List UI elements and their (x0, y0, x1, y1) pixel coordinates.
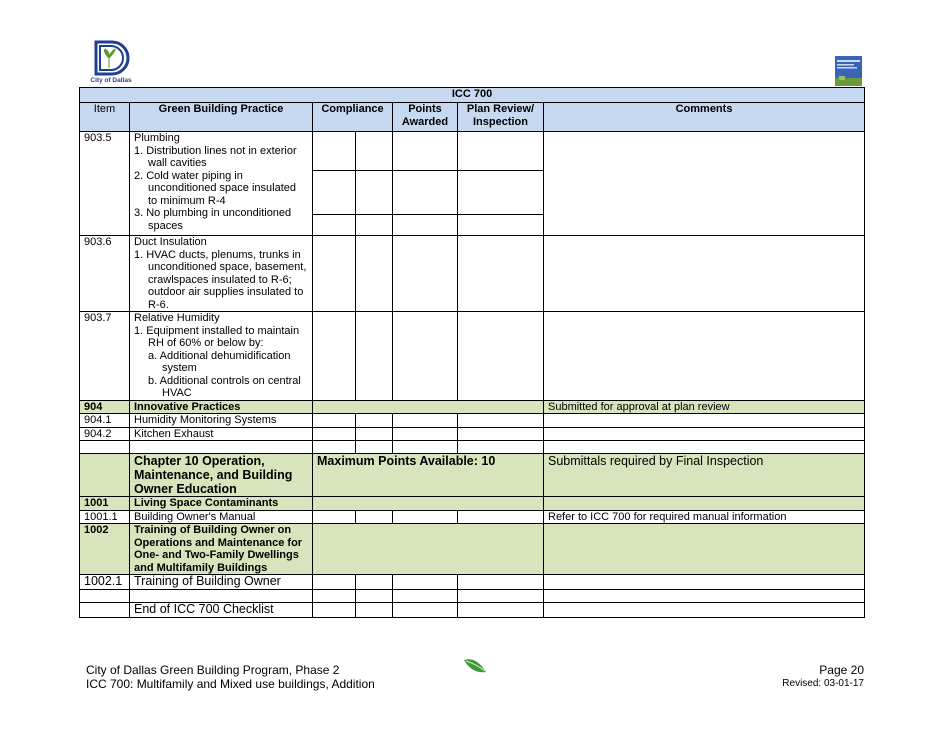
table-row (80, 441, 865, 454)
practice-line: R-6. (148, 298, 169, 311)
practice-line: wall cavities (148, 157, 207, 169)
practice-title (130, 590, 313, 603)
practice-line: RH of 60% or below by: (148, 337, 264, 349)
section-title: Innovative Practices (130, 400, 313, 414)
practice-cell (130, 312, 313, 401)
practice-title (130, 441, 313, 454)
compliance-no-cell[interactable] (356, 414, 393, 428)
compliance-yes-cell[interactable] (313, 575, 356, 590)
review-cell[interactable] (458, 510, 544, 524)
practice-title: Building Owner's Manual (130, 510, 313, 524)
points-cell[interactable] (393, 441, 458, 454)
table-row (80, 427, 865, 441)
item-number: 904 (80, 400, 130, 414)
item-number: 1002 (80, 524, 130, 575)
header-points: Points Awarded (393, 103, 458, 132)
practice-line: to minimum R-4 (148, 194, 226, 207)
practice-title: Relative Humidity (134, 312, 220, 324)
review-cell[interactable] (458, 236, 544, 312)
header-comments: Comments (544, 103, 865, 132)
compliance-yes-cell[interactable] (313, 132, 356, 236)
item-number: 904.2 (80, 427, 130, 441)
table-row (80, 312, 865, 401)
table-row (80, 236, 865, 312)
header-item: Item (80, 103, 130, 132)
review-cell[interactable] (458, 132, 544, 236)
item-number: 1001.1 (80, 510, 130, 524)
header-review: Plan Review/ Inspection (458, 103, 544, 132)
item-number: 904.1 (80, 414, 130, 428)
review-cell[interactable] (458, 427, 544, 441)
item-number: 903.7 (80, 312, 130, 401)
section-comment (544, 524, 865, 575)
item-number (80, 454, 130, 497)
table-row (80, 132, 865, 236)
table-row (80, 414, 865, 428)
points-cell[interactable] (393, 427, 458, 441)
compliance-yes-cell[interactable] (313, 236, 356, 312)
max-points: Maximum Points Available: 10 (313, 454, 544, 497)
chapter-row (80, 454, 865, 497)
item-number: 903.5 (80, 132, 130, 236)
compliance-no-cell[interactable] (356, 510, 393, 524)
compliance-no-cell[interactable] (356, 312, 393, 401)
practice-line: unconditioned space insulated (148, 182, 297, 194)
comments-cell: Refer to ICC 700 for required manual information (544, 510, 865, 524)
practice-cell (130, 132, 313, 236)
comments-cell[interactable] (544, 132, 865, 236)
header-practice: Green Building Practice (130, 103, 313, 132)
table-row (80, 590, 865, 603)
points-cell[interactable] (393, 132, 458, 236)
practice-line: 1. Equipment installed to maintain (134, 324, 300, 337)
section-row (80, 400, 865, 414)
city-of-dallas-logo (86, 40, 136, 90)
item-number: 1001 (80, 497, 130, 511)
compliance-yes-cell[interactable] (313, 312, 356, 401)
end-title: End of ICC 700 Checklist (130, 603, 313, 618)
practice-line: b. Additional controls on central (148, 374, 301, 387)
footer-left (86, 663, 375, 691)
section-comment (544, 497, 865, 511)
table-row (80, 510, 865, 524)
points-cell[interactable] (393, 414, 458, 428)
footer-program: City of Dallas Green Building Program, Phase 2 (86, 663, 340, 677)
review-cell[interactable] (458, 575, 544, 590)
compliance-yes-cell[interactable] (313, 510, 356, 524)
practice-line: unconditioned space, basement, (148, 261, 307, 273)
program-logo (835, 56, 862, 86)
practice-title: Plumbing (134, 132, 180, 144)
section-blank (313, 524, 544, 575)
footer-right (782, 663, 864, 691)
table-banner: ICC 700 (80, 88, 865, 103)
item-number (80, 603, 130, 618)
compliance-no-cell[interactable] (356, 590, 393, 603)
practice-line: system (162, 362, 197, 374)
compliance-no-cell[interactable] (356, 575, 393, 590)
review-cell[interactable] (458, 590, 544, 603)
compliance-no-cell[interactable] (356, 132, 393, 236)
header-compliance: Compliance (313, 103, 393, 132)
revised-date: Revised: 03-01-17 (782, 678, 864, 689)
compliance-no-cell[interactable] (356, 603, 393, 618)
review-cell[interactable] (458, 312, 544, 401)
compliance-no-cell[interactable] (356, 427, 393, 441)
points-cell[interactable] (393, 575, 458, 590)
practice-line: spaces (148, 219, 183, 232)
compliance-yes-cell[interactable] (313, 427, 356, 441)
review-cell[interactable] (458, 441, 544, 454)
icc700-table (79, 87, 865, 618)
chapter-title: Chapter 10 Operation, Maintenance, and Building Owner Education (130, 454, 313, 497)
comments-cell[interactable] (544, 236, 865, 312)
practice-line: HVAC (162, 387, 192, 399)
section-row (80, 497, 865, 511)
comments-cell[interactable] (544, 575, 865, 590)
review-cell[interactable] (458, 603, 544, 618)
compliance-yes-cell[interactable] (313, 414, 356, 428)
section-comment: Submitted for approval at plan review (544, 400, 865, 414)
compliance-yes-cell[interactable] (313, 590, 356, 603)
item-number: 903.6 (80, 236, 130, 312)
logo-label: City of Dallas (90, 77, 132, 84)
practice-line: 2. Cold water piping in (134, 169, 243, 182)
table-row (80, 603, 865, 618)
comments-cell[interactable] (544, 441, 865, 454)
item-number: 1002.1 (80, 575, 130, 590)
points-cell[interactable] (393, 510, 458, 524)
item-number (80, 441, 130, 454)
comments-cell[interactable] (544, 414, 865, 428)
section-blank (313, 497, 544, 511)
footer-subtitle: ICC 700: Multifamily and Mixed use buildings, Addition (86, 677, 375, 691)
item-number (80, 590, 130, 603)
section-blank (313, 400, 544, 414)
section-row (80, 524, 865, 575)
points-cell[interactable] (393, 236, 458, 312)
leaf-icon (462, 656, 488, 674)
compliance-yes-cell[interactable] (313, 603, 356, 618)
practice-line: a. Additional dehumidification (148, 349, 291, 362)
practice-title: Kitchen Exhaust (130, 427, 313, 441)
practice-title: Duct Insulation (134, 236, 207, 248)
section-title: Living Space Contaminants (130, 497, 313, 511)
review-cell[interactable] (458, 414, 544, 428)
comments-cell[interactable] (544, 590, 865, 603)
points-cell[interactable] (393, 312, 458, 401)
practice-cell (130, 236, 313, 312)
practice-title: Training of Building Owner (130, 575, 313, 590)
practice-line: 3. No plumbing in unconditioned (134, 207, 292, 219)
points-cell[interactable] (393, 590, 458, 603)
practice-title: Humidity Monitoring Systems (130, 414, 313, 428)
points-cell[interactable] (393, 603, 458, 618)
practice-line: crawlspaces insulated to R-6; (148, 273, 292, 286)
comments-cell[interactable] (544, 312, 865, 401)
compliance-yes-cell[interactable] (313, 441, 356, 454)
comments-cell[interactable] (544, 603, 865, 618)
chapter-comment: Submittals required by Final Inspection (544, 454, 865, 497)
dallas-d-icon (86, 40, 136, 78)
section-title: Training of Building Owner on Operations and Maintenance for One- and Two-Family Dwellings and Multifamily Buildings (130, 524, 313, 575)
comments-cell[interactable] (544, 427, 865, 441)
page-number: Page 20 (819, 663, 864, 677)
table-row (80, 575, 865, 590)
practice-line: 1. Distribution lines not in exterior (134, 144, 297, 157)
compliance-no-cell[interactable] (356, 441, 393, 454)
practice-line: outdoor air supplies insulated to (148, 286, 304, 298)
compliance-no-cell[interactable] (356, 236, 393, 312)
practice-line: 1. HVAC ducts, plenums, trunks in (134, 248, 301, 261)
